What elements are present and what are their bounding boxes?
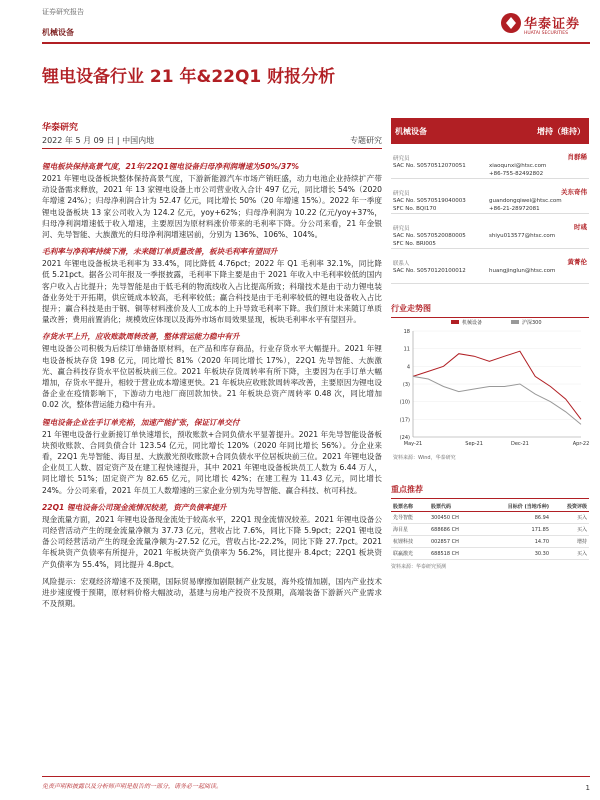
analyst-role: 研究员 xyxy=(393,191,410,197)
section-text: 现金流量方面，2021 年锂电设备现金流处于较高水平，22Q1 现金流情况较差。2021 年锂电设备公司经营活动产生的现金流量净额为 37.73 亿元，营收占比 7.6%，同比下降 5.9pct；22Q1 锂电设备公司经营活动产生的现金流量净额为-27.52 亿元，营收占比-22.2%，同比下降 27.7pct。2021 年板块资产负债率有所提升，2021 年板块资产负债率为 56.2%，同比提升 8.4pct；22Q1 板块资产负债率为 55.4%，同比提升 4.8pct。 xyxy=(42,514,382,569)
date-region: 2022 年 5 月 09 日 | 中国内地 xyxy=(42,136,155,145)
analyst-card xyxy=(391,214,589,249)
doc-type: 证券研究报告 xyxy=(42,8,84,16)
sidebar xyxy=(391,118,589,284)
body-section xyxy=(42,502,382,570)
section-text: 锂电设备公司积极为后续订单储备原材料，在产品和库存商品，行业存货水平大幅提升。2021 年锂电设备板块存货 198 亿元，同比增长 81%（2020 年同比增长 17%），22Q1 先导智能、大族激光、赢合科技存货水平位居板块前三位。2021 年板块存货周转率有所下降，主要因为在手订单大幅增加，存货水平提升，相较于营业成本增速更快。21 年板块应收账款周转率改善，主要原因为锂电设备企业在疫情影响下，下游动力电池厂商回款加快。21 年板块总资产周转率 0.48 次，同比增加 0.02 次，整体营运能力稳中有升。 xyxy=(42,344,382,410)
body-section xyxy=(42,417,382,496)
y-tick-label: 4 xyxy=(406,364,410,371)
legend-label: 沪深300 xyxy=(522,320,542,326)
y-tick-label: (17) xyxy=(399,417,410,424)
section-heading: 锂电设备企业在手订单充裕，加速产能扩张，保证订单交付 xyxy=(42,417,240,427)
analyst-card xyxy=(391,179,589,214)
y-tick-label: 11 xyxy=(403,346,410,353)
analyst-card xyxy=(391,249,589,284)
legend-label: 机械设备 xyxy=(462,320,483,326)
rating: 买入 xyxy=(551,524,589,536)
analyst-phone: +86-21-28972081 xyxy=(489,206,540,212)
x-tick-label: Apr-22 xyxy=(572,441,589,447)
col-header: 投资评级 xyxy=(551,502,589,512)
analyst-phone: +86-755-82492802 xyxy=(489,171,544,177)
report-type: 专题研究 xyxy=(350,136,382,145)
risk-section xyxy=(42,576,382,610)
target-price: 86.94 xyxy=(479,512,551,524)
table-header-row xyxy=(391,502,589,512)
stock-name: 海目星 xyxy=(391,524,429,536)
logo-text-en: HUATAI SECURITIES xyxy=(524,31,569,36)
body-column xyxy=(42,161,382,616)
rating: 买入 xyxy=(551,512,589,524)
target-price: 30.30 xyxy=(479,548,551,560)
rating: 增持 xyxy=(551,536,589,548)
recommendations-source: 资料来源：华泰研究预测 xyxy=(391,564,447,570)
industry-trend-chart xyxy=(391,303,589,463)
sidebar-rating: 增持（维持） xyxy=(537,127,585,136)
rating-header xyxy=(391,118,589,144)
body-section xyxy=(42,161,382,240)
analyst-role: 研究员 xyxy=(393,226,410,232)
stock-code: 300450 CH xyxy=(429,512,479,524)
analyst-role: 研究员 xyxy=(393,156,410,162)
analyst-sfc: SFC No. BQI170 xyxy=(393,206,437,212)
chart-source: 资料来源：Wind，华泰研究 xyxy=(393,455,456,461)
recommendations xyxy=(391,484,589,570)
date-line xyxy=(42,135,382,146)
col-header: 股票名称 xyxy=(391,502,429,512)
section-heading: 毛利率与净利率持续下滑，未来随订单质量改善，板块毛利率有望回升 xyxy=(42,247,278,257)
table-row xyxy=(391,524,589,536)
report-title: 锂电设备行业 21 年&22Q1 财报分析 xyxy=(42,67,336,87)
section-text: 21 年锂电设备行业新接订单快速增长，预收账款+合同负债水平显著提升。2021 年先导智能设备板块预收账款、合同负债合计 123.54 亿元，同比增长 120%（2020 年同比增长 56%）。分企业来看，22Q1 先导智能、海目星、大族激光预收账款+合同负债水平位居板块前三位。2021 年锂电设备企业员工人数、固定资产及在建工程快速提升，其中 2021 年锂电设备板块员工人数为 6.44 万人，同比增长 51%；固定资产为 82.65 亿元，同比增长 42%；在建工程为 11.43 亿元，同比增长 24%。分公司来看，2021 年员工人数增速的三家企业分别为先导智能、赢合科技、杭可科技。 xyxy=(42,429,382,495)
rating: 买入 xyxy=(551,548,589,560)
body-section xyxy=(42,246,382,325)
table-row xyxy=(391,512,589,524)
analyst-sac: SAC No. S0570519040003 xyxy=(393,198,466,204)
date-divider xyxy=(42,148,382,149)
analyst-sac: SAC No. S0570520080005 xyxy=(393,233,466,239)
col-header: 股票代码 xyxy=(429,502,479,512)
y-tick-label: (24) xyxy=(399,435,410,441)
huatai-logo-icon xyxy=(500,12,522,34)
target-price: 171.85 xyxy=(479,524,551,536)
page-number: 1 xyxy=(585,784,590,792)
col-header: 目标价 (当地币种) xyxy=(479,502,551,512)
logo-text-cn: 华泰证券 xyxy=(524,17,581,32)
analyst-role: 联系人 xyxy=(393,261,410,267)
analyst-card xyxy=(391,144,589,179)
section-heading: 22Q1 锂电设备公司现金流情况较差，资产负债率提升 xyxy=(42,502,227,512)
sector-tag: 机械设备 xyxy=(42,28,74,37)
section-text: 2021 年锂电设备板块整体保持高景气度，下游新能源汽车市场产销旺盛，动力电池企业持续扩产带动设备需求释放，2021 年 13 家锂电设备上市公司营业收入合计 497 亿元，同比增长 54%（2020 年增速 24%）；归母净利润合计为 52.47 亿元，同比增长 50%（20 年增速 15%）。2022 年一季度锂电设备板块 13 家公司收入为 124.2 亿元，yoy+62%；归母净利润为 10.22 亿元/yoy+37%，归母净利润增速低于收入增速，主要原因为原材料涨价带来的毛利率下降。分公司来看，21 年金银河、先导智能、大族激光的归母净利润增速居前，分别为 136%、106%、104%。 xyxy=(42,174,382,240)
y-tick-label: (10) xyxy=(399,399,410,406)
chart-title: 行业走势图 xyxy=(391,303,589,318)
risk-text: 风险提示：宏观经济增速不及预期，国际贸易摩擦加剧限制产业发展，海外疫情加剧，国内产业技术进步速度慢于预期，原材料价格大幅波动，基建与房地产投资不及预期，高端装备下游新兴产业需求不及预期。 xyxy=(42,576,382,609)
table-row xyxy=(391,548,589,560)
analyst-sac: SAC No. S0570512070051 xyxy=(393,163,466,169)
analyst-name: 肖群稀 xyxy=(567,153,587,161)
x-tick-label: May-21 xyxy=(403,441,423,447)
research-label: 华泰研究 xyxy=(42,123,79,133)
analyst-email[interactable]: xiaoqunxi@htsc.com xyxy=(489,163,547,169)
legend-swatch xyxy=(511,320,519,324)
legend-swatch xyxy=(451,320,459,324)
target-price: 14.70 xyxy=(479,536,551,548)
series-line xyxy=(413,351,581,419)
analyst-name: 黄菁伦 xyxy=(567,258,587,266)
stock-name: 联赢激光 xyxy=(391,548,429,560)
title-divider xyxy=(42,42,590,44)
section-heading: 锂电板块保持高景气度，21年/22Q1锂电设备归母净利润增速为50%/37% xyxy=(42,162,300,171)
stock-code: 688518 CH xyxy=(429,548,479,560)
analyst-email[interactable]: huangjinglun@htsc.com xyxy=(489,268,556,274)
analyst-name: 关东奇伟 xyxy=(561,188,587,196)
stock-name: 先导智能 xyxy=(391,512,429,524)
section-heading: 存货水平上升，应收账款周转改善，整体营运能力稳中有升 xyxy=(42,332,240,342)
y-tick-label: (3) xyxy=(402,382,410,388)
stock-code: 002857 CH xyxy=(429,536,479,548)
footer-disclaimer: 免责声明和披露以及分析师声明是报告的一部分，请务必一起阅读。 xyxy=(42,776,590,790)
x-tick-label: Sep-21 xyxy=(465,441,483,447)
sidebar-sector: 机械设备 xyxy=(395,127,427,136)
y-tick-label: 18 xyxy=(403,329,410,335)
analyst-email[interactable]: shiyu013577@htsc.com xyxy=(489,233,556,239)
analyst-sfc: SFC No. BRI005 xyxy=(393,241,436,247)
huatai-logo xyxy=(500,10,580,44)
stock-code: 688686 CH xyxy=(429,524,479,536)
analyst-sac: SAC No. S0570120100012 xyxy=(393,268,466,274)
body-section xyxy=(42,331,382,410)
x-tick-label: Dec-21 xyxy=(510,441,529,447)
recommendations-title: 重点推荐 xyxy=(391,484,589,499)
recommendations-table xyxy=(391,502,589,560)
section-text: 2021 年锂电设备板块毛利率为 33.4%，同比降低 4.76pct；2022 年 Q1 毛利率 32.1%，同比降低 5.21pct。据各公司年报及一季报披露，毛利率下降主要是由于 2021 年收入中毛利率较低的国内客户收入占比提升；先导智能是由于低毛利的物流线收入占比提高所致；科瑞技术是由于动力锂电装备业务处于开拓期，供应链成本较高，毛利率较低；赢合科技是由于毛利率较低的锂电设备收入占比提升；赢合科技是由于钢、铜等材料涨价及人工成本的上升导致毛利率下降。我们预计未来随订单质量改善；费用前置消化；规模效应体现以及海外市场布局效果显现，板块毛利率水平有望回升。 xyxy=(42,259,382,325)
analyst-email[interactable]: guandongqiwei@htsc.com xyxy=(489,198,562,204)
table-row xyxy=(391,536,589,548)
stock-name: 杭锂科技 xyxy=(391,536,429,548)
analyst-name: 时彧 xyxy=(574,223,587,231)
series-line xyxy=(413,376,581,424)
trend-chart-svg xyxy=(391,317,589,453)
